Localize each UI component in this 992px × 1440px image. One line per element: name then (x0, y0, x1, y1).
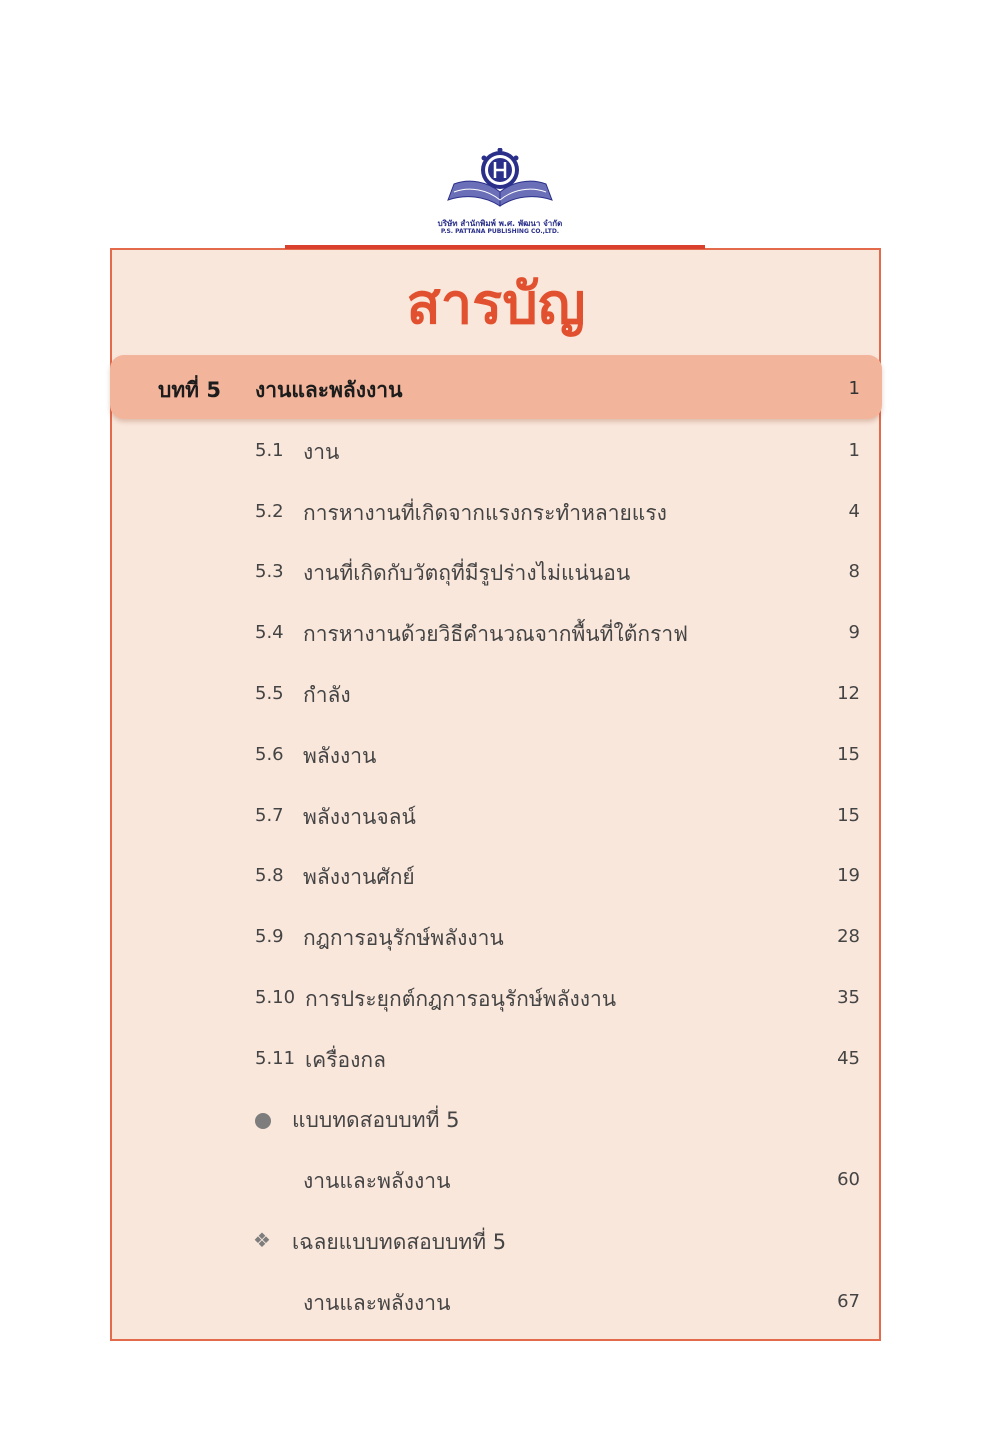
chapter-page-number: 1 (848, 378, 860, 399)
section-number: 5.7 (255, 805, 284, 826)
section-number: 5.1 (255, 440, 284, 461)
chapter-title: งานและพลังงาน (255, 378, 403, 402)
page-number: 8 (848, 561, 860, 582)
toc-entry[interactable] (0, 675, 992, 715)
toc-entry[interactable] (0, 1283, 992, 1323)
section-title: กฎการอนุรักษ์พลังงาน (303, 926, 504, 950)
page-number: 1 (848, 440, 860, 461)
page-title: สารบัญ (406, 272, 586, 337)
toc-extra-entry[interactable] (0, 1222, 992, 1262)
page-number: 12 (837, 683, 860, 704)
extra-sub-title: งานและพลังงาน (303, 1291, 451, 1315)
page-number: 19 (837, 865, 860, 886)
toc-extra-entry[interactable] (0, 1100, 992, 1140)
section-number: 5.3 (255, 561, 284, 582)
extra-title: เฉลยแบบทดสอบบทที่ 5 (292, 1230, 507, 1254)
toc-entry[interactable] (0, 857, 992, 897)
extra-sub-title: งานและพลังงาน (303, 1169, 451, 1193)
section-title: พลังงานจลน์ (303, 805, 416, 829)
section-number: 5.8 (255, 865, 284, 886)
toc-entry[interactable] (0, 493, 992, 533)
section-number: 5.10 (255, 987, 296, 1008)
section-title: งานที่เกิดกับวัตถุที่มีรูปร่างไม่แน่นอน (303, 561, 631, 585)
page-number: 15 (837, 744, 860, 765)
publisher-logo (437, 148, 563, 240)
toc-entry[interactable] (0, 918, 992, 958)
page-number: 45 (837, 1048, 860, 1069)
section-number: 5.11 (255, 1048, 296, 1069)
toc-entry[interactable] (0, 797, 992, 837)
section-number: 5.9 (255, 926, 284, 947)
section-title: การหางานด้วยวิธีคำนวณจากพื้นที่ใต้กราฟ (303, 622, 689, 646)
diamond-bullet-icon: ❖ (253, 1228, 271, 1252)
page-number: 9 (848, 622, 860, 643)
open-book-emblem-icon (440, 148, 560, 218)
toc-entry[interactable] (0, 432, 992, 472)
page-number: 15 (837, 805, 860, 826)
page-number: 4 (848, 501, 860, 522)
section-title: การประยุกต์กฎการอนุรักษ์พลังงาน (305, 987, 617, 1011)
chapter-header-bar (110, 355, 882, 419)
publisher-name-th: บริษัท สำนักพิมพ์ พ.ศ. พัฒนา จำกัด (437, 219, 563, 228)
section-number: 5.6 (255, 744, 284, 765)
section-title: เครื่องกล (305, 1048, 386, 1072)
section-number: 5.5 (255, 683, 284, 704)
extra-title: แบบทดสอบบทที่ 5 (292, 1108, 460, 1132)
toc-entry[interactable] (0, 614, 992, 654)
toc-entry[interactable] (0, 1040, 992, 1080)
section-number: 5.4 (255, 622, 284, 643)
section-title: พลังงาน (303, 744, 377, 768)
page-number: 60 (837, 1169, 860, 1190)
toc-entry[interactable] (0, 1161, 992, 1201)
page-number: 35 (837, 987, 860, 1008)
publisher-name-en: P.S. PATTANA PUBLISHING CO.,LTD. (440, 228, 560, 235)
section-title: กำลัง (303, 683, 351, 707)
header-rule (285, 245, 705, 249)
page-number: 28 (837, 926, 860, 947)
toc-entry[interactable] (0, 736, 992, 776)
chapter-number: บทที่ 5 (158, 378, 221, 402)
section-title: พลังงานศักย์ (303, 865, 415, 889)
circle-bullet-icon (255, 1113, 271, 1129)
section-title: การหางานที่เกิดจากแรงกระทำหลายแรง (303, 501, 667, 525)
toc-entry[interactable] (0, 979, 992, 1019)
page-number: 67 (837, 1291, 860, 1312)
toc-entry[interactable] (0, 553, 992, 593)
section-title: งาน (303, 440, 340, 464)
section-number: 5.2 (255, 501, 284, 522)
